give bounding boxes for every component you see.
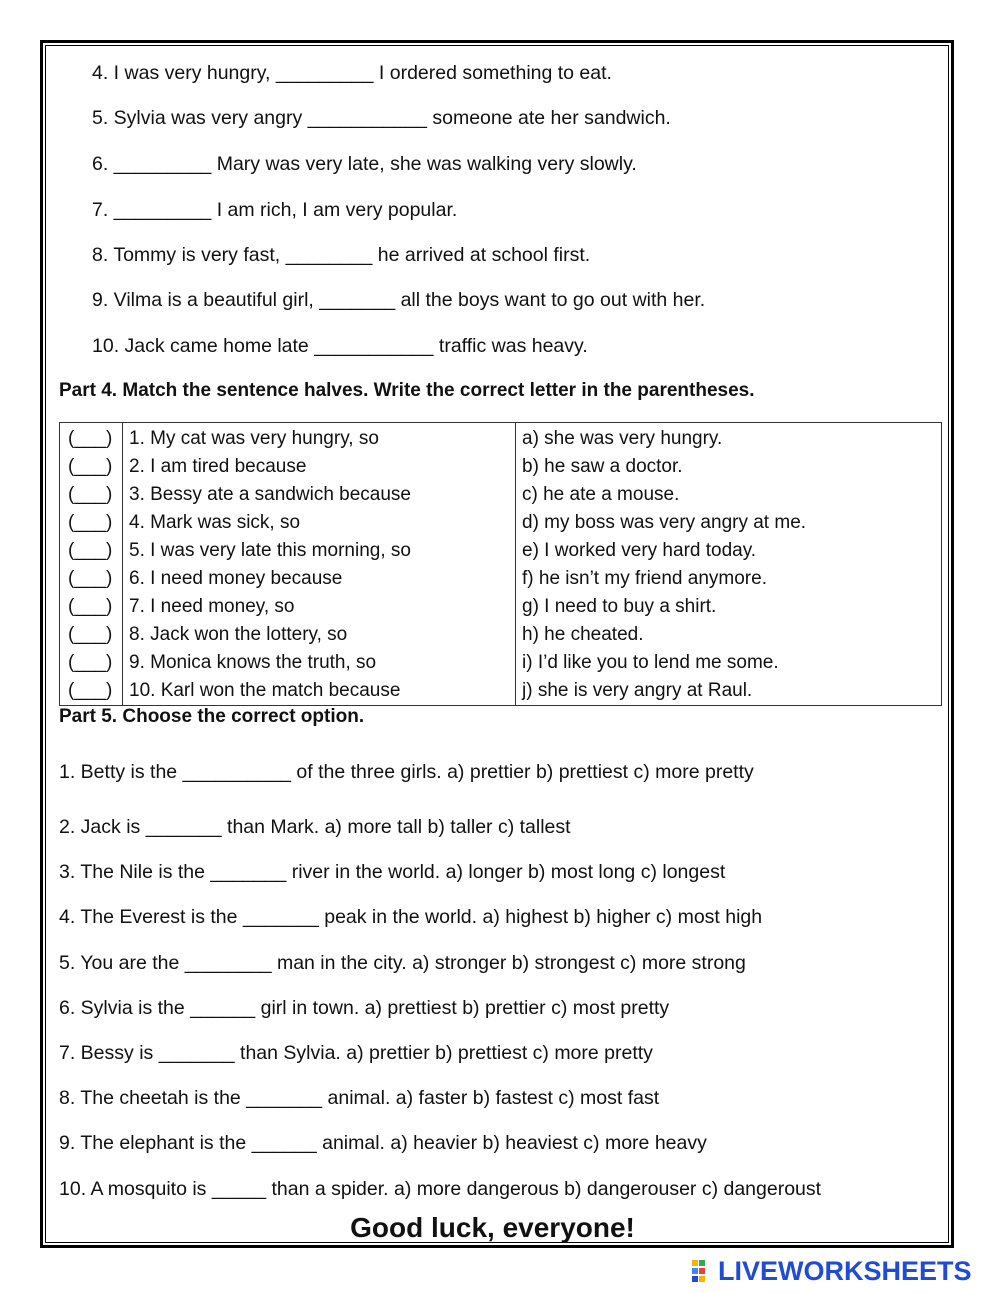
first-half: 10. Karl won the match because [129, 680, 401, 701]
part3-item-7: 7. _________ I am rich, I am very popular. [92, 199, 458, 221]
part3-item-6: 6. _________ Mary was very late, she was walking very slowly. [92, 153, 637, 175]
answer-blank[interactable]: (___) [68, 512, 113, 533]
liveworksheets-logo-text: LIVEWORKSHEETS [718, 1256, 972, 1286]
second-half: d) my boss was very angry at me. [522, 512, 807, 533]
second-half: a) she was very hungry. [522, 428, 723, 449]
closing-message: Good luck, everyone! [350, 1212, 635, 1243]
answer-blanks-column [60, 423, 123, 706]
answer-blank[interactable]: (___) [68, 652, 113, 673]
second-half: f) he isn’t my friend anymore. [522, 568, 767, 589]
second-half: h) he cheated. [522, 624, 644, 645]
first-half: 8. Jack won the lottery, so [129, 624, 348, 645]
part5-question-6: 6. Sylvia is the ______ girl in town. a) prettiest b) prettier c) most pretty [59, 997, 670, 1019]
second-halves-column [516, 423, 942, 706]
answer-blank[interactable]: (___) [68, 540, 113, 561]
answer-blank[interactable]: (___) [68, 568, 113, 589]
second-half: c) he ate a mouse. [522, 484, 680, 505]
answer-blank[interactable]: (___) [68, 680, 113, 701]
part4-heading: Part 4. Match the sentence halves. Write the correct letter in the parentheses. [59, 380, 755, 401]
part5-question-1: 1. Betty is the __________ of the three girls. a) prettier b) prettiest c) more pretty [59, 761, 754, 783]
part5-question-8: 8. The cheetah is the _______ animal. a) faster b) fastest c) most fast [59, 1087, 660, 1109]
part5-question-5: 5. You are the ________ man in the city. a) stronger b) strongest c) more strong [59, 952, 746, 974]
first-half: 7. I need money, so [129, 596, 295, 617]
second-half: j) she is very angry at Raul. [522, 680, 753, 701]
first-halves-column [123, 423, 516, 706]
answer-blank[interactable]: (___) [68, 456, 113, 477]
part5-question-9: 9. The elephant is the ______ animal. a) heavier b) heaviest c) more heavy [59, 1132, 707, 1154]
part3-item-9: 9. Vilma is a beautiful girl, _______ all the boys want to go out with her. [92, 289, 706, 311]
first-half: 6. I need money because [129, 568, 343, 589]
liveworksheets-logo-icon [692, 1259, 718, 1283]
answer-blank[interactable]: (___) [68, 596, 113, 617]
first-half: 5. I was very late this morning, so [129, 540, 411, 561]
part5-question-2: 2. Jack is _______ than Mark. a) more tall b) taller c) tallest [59, 816, 571, 838]
answer-blank[interactable]: (___) [68, 624, 113, 645]
part3-item-10: 10. Jack came home late ___________ traffic was heavy. [92, 335, 588, 357]
first-half: 3. Bessy ate a sandwich because [129, 484, 412, 505]
second-half: i) I’d like you to lend me some. [522, 652, 779, 673]
part5-question-7: 7. Bessy is _______ than Sylvia. a) prettier b) prettiest c) more pretty [59, 1042, 653, 1064]
part5-question-4: 4. The Everest is the _______ peak in the world. a) highest b) higher c) most high [59, 906, 763, 928]
first-half: 1. My cat was very hungry, so [129, 428, 379, 449]
answer-blank[interactable]: (___) [68, 484, 113, 505]
part3-item-5: 5. Sylvia was very angry ___________ someone ate her sandwich. [92, 107, 671, 129]
answer-blank[interactable]: (___) [68, 428, 113, 449]
first-half: 4. Mark was sick, so [129, 512, 301, 533]
matching-table [59, 422, 942, 706]
part5-question-3: 3. The Nile is the _______ river in the world. a) longer b) most long c) longest [59, 861, 726, 883]
part3-item-8: 8. Tommy is very fast, ________ he arrived at school first. [92, 244, 591, 266]
second-half: e) I worked very hard today. [522, 540, 757, 561]
second-half: b) he saw a doctor. [522, 456, 683, 477]
second-half: g) I need to buy a shirt. [522, 596, 717, 617]
part5-question-10: 10. A mosquito is _____ than a spider. a) more dangerous b) dangerouser c) dangeroust [59, 1178, 822, 1200]
first-half: 2. I am tired because [129, 456, 307, 477]
part3-item-4: 4. I was very hungry, _________ I ordered something to eat. [92, 62, 612, 84]
first-half: 9. Monica knows the truth, so [129, 652, 377, 673]
part5-heading: Part 5. Choose the correct option. [59, 706, 365, 727]
